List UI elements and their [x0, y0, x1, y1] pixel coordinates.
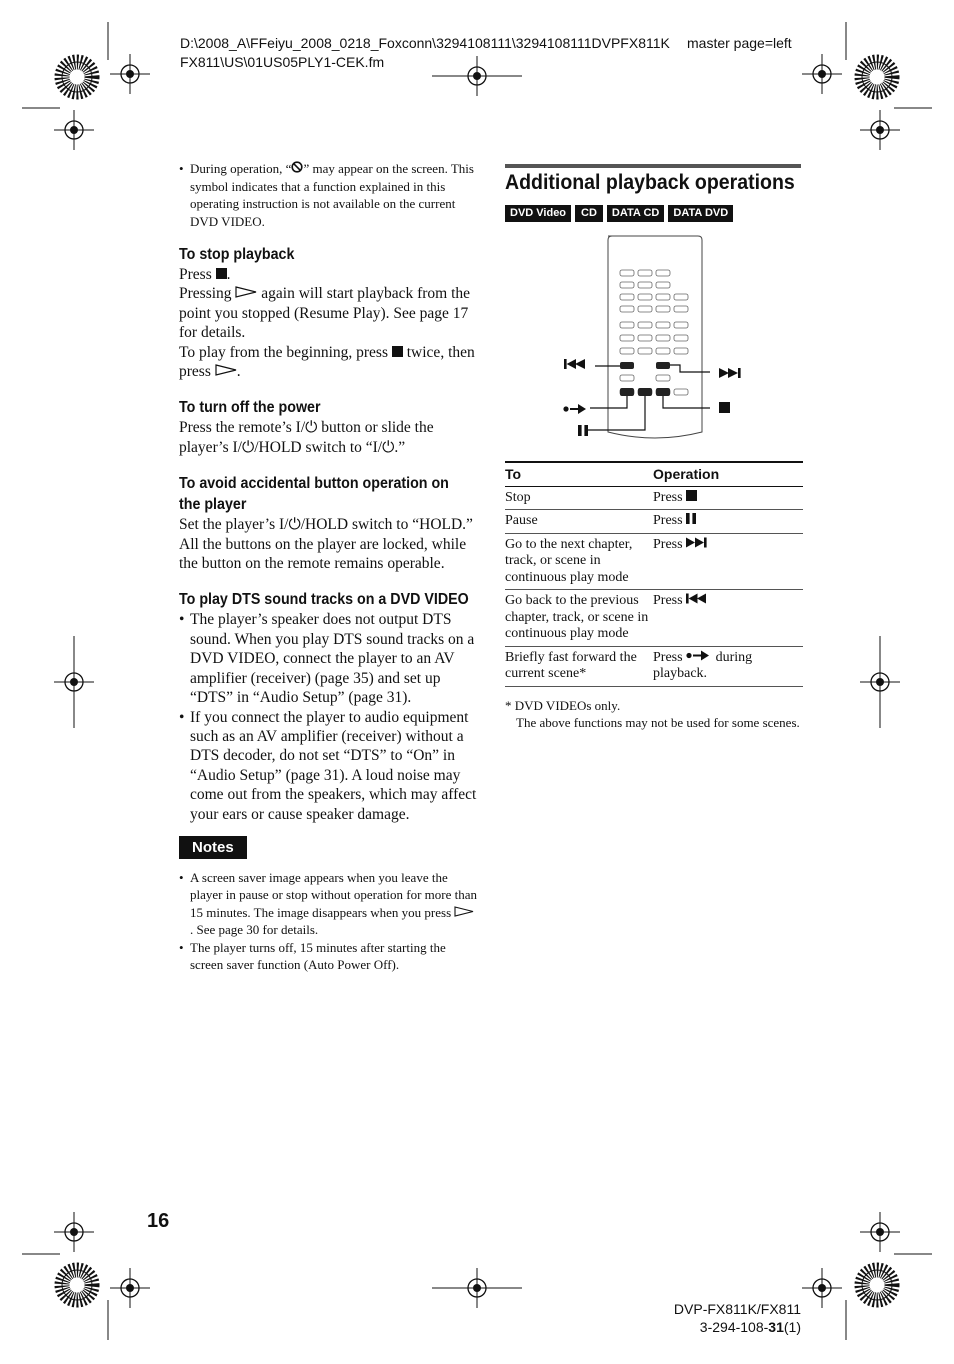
- footnote-1: * DVD VIDEOs only.: [505, 697, 621, 713]
- pause-icon: [578, 425, 590, 436]
- right-column: [505, 164, 803, 222]
- operations-table-wrap: [505, 461, 803, 732]
- avoid-heading: To avoid accidental button operation on the player: [179, 475, 449, 514]
- section-title: Additional playback operations: [505, 171, 795, 194]
- master-page-label: master page=left: [687, 35, 792, 51]
- stop-text: Press . Pressing again will start playback from the point you stopped (Resume Play). See page 17 for details. To play from the beginning, press twice, then press .: [179, 266, 475, 381]
- notes-label: Notes: [179, 836, 247, 859]
- avoid-text: Set the player’s I/⏻/HOLD switch to “HOLD.” All the buttons on the player are locked, while the button on the remote remains operable.: [179, 516, 473, 573]
- path-line-1: D:\2008_A\FFeiyu_2008_0218_Foxconn\3294108111\3294108111DVPFX811K: [180, 35, 670, 51]
- stop-icon: [216, 268, 227, 279]
- left-column: [179, 160, 477, 974]
- table-row: Briefly fast forward the current scene* Press during playback.: [505, 646, 803, 686]
- title-rule: [505, 164, 801, 168]
- slide-forward-icon: [563, 403, 589, 415]
- model-footer: [600, 1300, 801, 1336]
- next-icon: [686, 537, 710, 548]
- next-icon: [719, 367, 743, 379]
- power-heading: To turn off the power: [179, 399, 321, 417]
- page-number: 16: [147, 1210, 170, 1232]
- slide-forward-icon: [686, 650, 712, 661]
- pause-icon: [686, 513, 698, 524]
- intro-bullet: • During operation, “ ” may appear on the screen. This symbol indicates that a function explained in this operating instruction is not available on the current DVD VIDEO.: [179, 160, 477, 230]
- prev-icon: [564, 358, 588, 370]
- part-code: 3-294-108-31(1): [699, 1319, 801, 1335]
- path-line-2: FX811\US\01US05PLY1-CEK.fm: [180, 54, 385, 70]
- note-2: • The player turns off, 15 minutes after starting the screen saver function (Auto Power Off).: [179, 939, 477, 974]
- badge-dvd-video: DVD Video: [505, 205, 571, 222]
- footnote-2: The above functions may not be used for some scenes.: [516, 715, 800, 730]
- table-row: Go back to the previous chapter, track, or scene in continuous play mode Press: [505, 590, 803, 647]
- operations-table: [505, 461, 803, 687]
- prohibited-icon: [291, 161, 303, 173]
- remote-control-illustration: [560, 232, 760, 442]
- prev-icon: [686, 593, 710, 604]
- badge-data-dvd: DATA DVD: [668, 205, 733, 222]
- power-text: Press the remote’s I/⏻ button or slide the player’s I/⏻/HOLD switch to “I/⏻.”: [179, 419, 434, 456]
- play-icon: [454, 906, 474, 917]
- table-header-operation: Operation: [653, 462, 803, 486]
- file-path-header: [180, 34, 800, 72]
- stop-icon: [686, 490, 697, 501]
- stop-icon: [392, 346, 403, 357]
- badge-cd: CD: [575, 205, 603, 222]
- badge-data-cd: DATA CD: [607, 205, 664, 222]
- stop-heading: To stop playback: [179, 246, 295, 263]
- dts-heading: To play DTS sound tracks on a DVD VIDEO: [179, 591, 469, 609]
- note-1: • A screen saver image appears when you leave the player in pause or stop without operation for more than 15 minutes. The image disappears when you press . See page 30 for details.: [179, 869, 477, 939]
- table-row: Go to the next chapter, track, or scene in continuous play mode Press: [505, 533, 803, 590]
- dts-bullet-1: • The player’s speaker does not output DTS sound. When you play DTS sound tracks on a DVD VIDEO, connect the player to an AV amplifier (receiver) (page 35) and set up “DTS” in “Audio Setup” (page 31).: [179, 610, 477, 707]
- play-icon: [235, 286, 257, 298]
- play-icon: [215, 364, 237, 376]
- table-row: Pause Press: [505, 510, 803, 534]
- table-header-to: To: [505, 462, 653, 486]
- stop-icon: [719, 402, 730, 413]
- table-row: Stop Press: [505, 486, 803, 510]
- dts-bullet-2: • If you connect the player to audio equipment such as an AV amplifier (receiver) without a DTS decoder, do not set “DTS” to “On” in “Audio Setup” (page 31). A loud noise may come out from the speakers, which may affect your ears or cause speaker damage.: [179, 708, 477, 824]
- disc-type-badges: [505, 203, 803, 222]
- model-number: DVP-FX811K/FX811: [673, 1301, 801, 1317]
